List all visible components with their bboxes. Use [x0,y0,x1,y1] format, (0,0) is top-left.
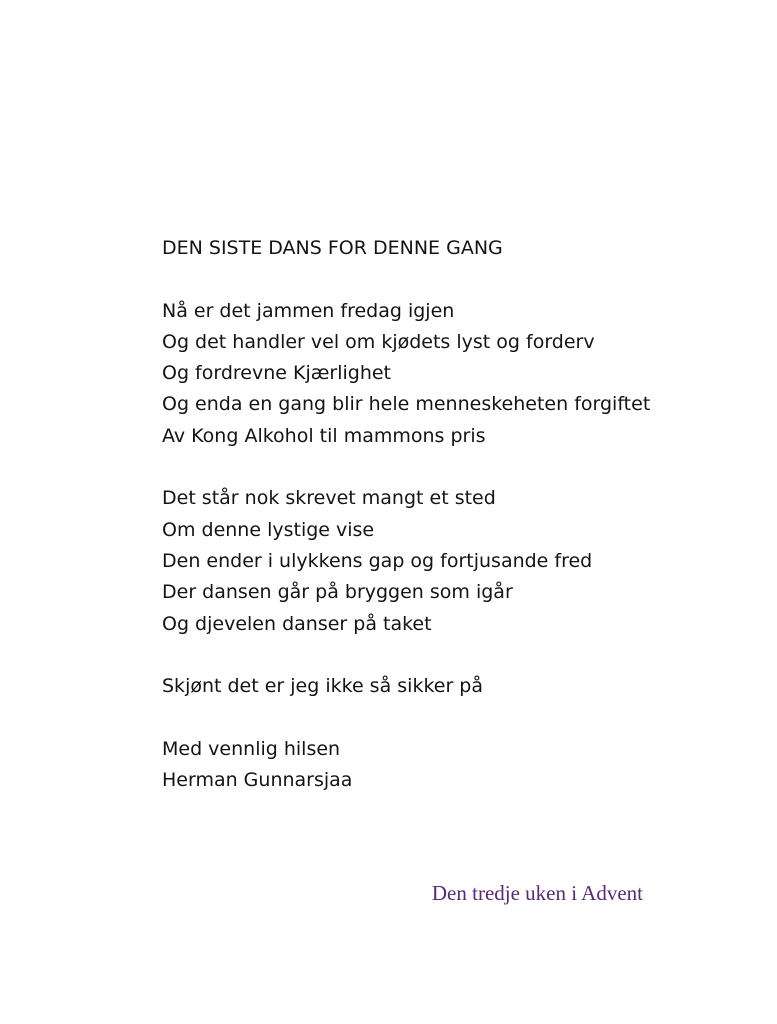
poem-line: Av Kong Alkohol til mammons pris [162,424,486,447]
poem-line: Og djevelen danser på taket [162,612,432,635]
poem-body [162,233,722,796]
poem-line: Nå er det jammen fredag igjen [162,299,455,322]
signature: Herman Gunnarsjaa [162,769,353,792]
poem-line: Og fordrevne Kjærlighet [162,362,392,385]
poem-line: Skjønt det er jeg ikke så sikker på [162,675,484,698]
poem-line: Og enda en gang blir hele menneskeheten forgiftet [162,393,651,416]
poem-line: Og det handler vel om kjødets lyst og forderv [162,330,595,353]
poem-line: Det står nok skrevet mangt et sted [162,487,496,510]
poem-line: Den ender i ulykkens gap og fortjusande fred [162,549,593,572]
poem-line: Der dansen går på bryggen som igår [162,581,513,604]
stanza-gap [162,264,722,295]
stanza-gap [162,452,722,483]
stanza-gap [162,640,722,671]
closing-greeting: Med vennlig hilsen [162,737,341,760]
footer-note: Den tredje uken i Advent [431,881,643,905]
poem-title: DEN SISTE DANS FOR DENNE GANG [162,237,503,259]
poem-line: Om denne lystige vise [162,518,375,541]
stanza-gap [162,702,722,733]
